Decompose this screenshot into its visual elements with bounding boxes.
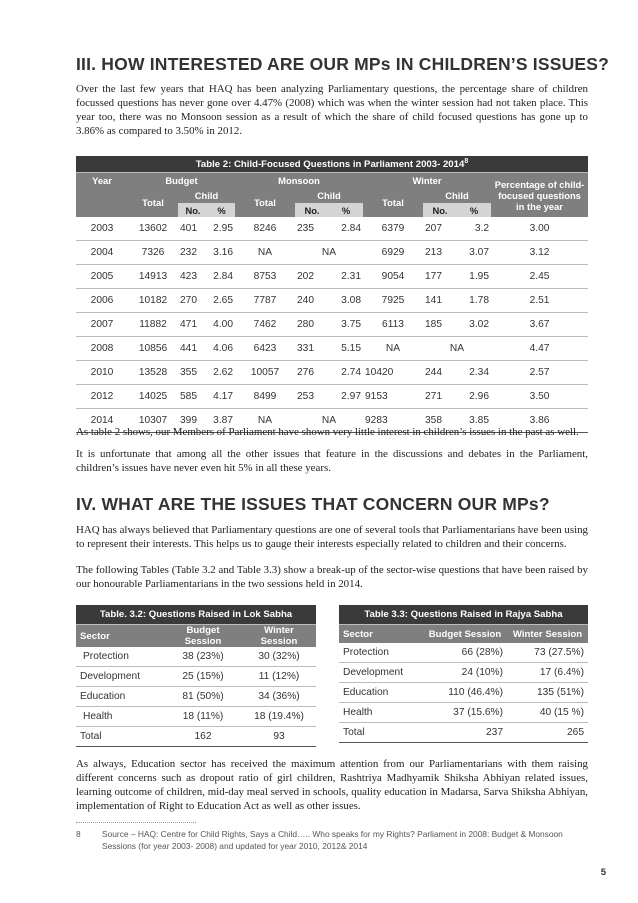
cell-budget-pct: 3.87 <box>208 409 235 433</box>
cell-budget: 162 <box>164 727 242 747</box>
header-monsoon-child: Child <box>295 188 363 203</box>
cell-percentage: 3.86 <box>491 409 588 433</box>
cell-sector: Health <box>339 703 423 723</box>
cell-budget-total: 13602 <box>128 217 178 241</box>
table-row <box>339 683 588 703</box>
footnote-divider <box>76 822 196 823</box>
header-budget-pct: % <box>208 203 235 217</box>
cell-budget: 66 (28%) <box>423 643 507 663</box>
cell-sector: Protection <box>76 647 164 667</box>
header-budget-session: Budget Session <box>423 625 507 644</box>
cell-sector: Total <box>339 723 423 743</box>
cell-sector: Education <box>76 687 164 707</box>
header-winter-session: Winter Session <box>242 625 316 648</box>
cell-sector: Development <box>76 667 164 687</box>
table-row <box>76 707 316 727</box>
table-3-2-lok-sabha <box>76 605 316 747</box>
cell-budget-pct: 4.17 <box>208 385 235 409</box>
cell-sector: Total <box>76 727 164 747</box>
cell-winter-pct: 1.95 <box>457 265 491 289</box>
cell-budget-no: 270 <box>178 289 208 313</box>
table-row <box>76 385 588 409</box>
cell-budget-total: 13528 <box>128 361 178 385</box>
cell-winter: 30 (32%) <box>242 647 316 667</box>
cell-budget-pct: 4.00 <box>208 313 235 337</box>
cell-winter-pct: 3.07 <box>457 241 491 265</box>
header-budget-child: Child <box>178 188 235 203</box>
cell-winter-total: 6113 <box>363 313 423 337</box>
cell-sector: Health <box>76 707 164 727</box>
page-number: 5 <box>600 867 606 878</box>
table-row <box>339 723 588 743</box>
cell-sector: Protection <box>339 643 423 663</box>
header-percentage: Percentage of child- focused questions in the year <box>491 173 588 218</box>
cell-winter-no: 141 <box>423 289 457 313</box>
cell-budget-pct: 2.84 <box>208 265 235 289</box>
cell-year: 2003 <box>76 217 128 241</box>
cell-winter: 18 (19.4%) <box>242 707 316 727</box>
cell-monsoon-no: 331 <box>295 337 329 361</box>
cell-year: 2010 <box>76 361 128 385</box>
table-row <box>76 361 588 385</box>
section-3-paragraph: Over the last few years that HAQ has been analyzing Parliamentary questions, the percentage share of children focussed questions has never gone over 4.47% (2008) which was when the winter session had not taken place. This year too, there was no Monsoon session as a result of which the share of child focused questions has gone up to 3.86% as compared to 3.50% in 2012. <box>76 83 588 137</box>
cell-winter: 17 (6.4%) <box>507 663 588 683</box>
header-year: Year <box>76 173 128 189</box>
cell-winter: 34 (36%) <box>242 687 316 707</box>
cell-winter-no: 207 <box>423 217 457 241</box>
cell-winter-child: NA <box>423 337 491 361</box>
cell-monsoon-total: 10057 <box>235 361 295 385</box>
cell-winter-pct: 1.78 <box>457 289 491 313</box>
cell-monsoon-no: 240 <box>295 289 329 313</box>
cell-budget-no: 355 <box>178 361 208 385</box>
cell-winter-total: 6379 <box>363 217 423 241</box>
cell-monsoon-total: NA <box>235 241 295 265</box>
cell-budget-no: 399 <box>178 409 208 433</box>
cell-winter-total: 9153 <box>363 385 423 409</box>
header-winter-child: Child <box>423 188 491 203</box>
cell-year: 2004 <box>76 241 128 265</box>
cell-year: 2006 <box>76 289 128 313</box>
cell-budget-no: 423 <box>178 265 208 289</box>
cell-winter-total: 10420 <box>363 361 423 385</box>
cell-sector: Education <box>339 683 423 703</box>
cell-winter-pct: 2.34 <box>457 361 491 385</box>
cell-monsoon-no: 235 <box>295 217 329 241</box>
footnote-text: Source – HAQ: Centre for Child Rights, Says a Child….. Who speaks for my Rights? Parliament in 2008: Budget & Monsoon Sessions (for year 2003- 2008) and updated for year 2010, 2012& 2014 <box>102 829 563 851</box>
cell-winter-no: 244 <box>423 361 457 385</box>
cell-winter: 265 <box>507 723 588 743</box>
header-sector: Sector <box>76 625 164 648</box>
table-2-child-focused-questions <box>76 156 588 433</box>
header-winter: Winter <box>363 173 491 189</box>
cell-percentage: 3.00 <box>491 217 588 241</box>
table-row <box>76 217 588 241</box>
cell-budget-no: 401 <box>178 217 208 241</box>
cell-budget-total: 11882 <box>128 313 178 337</box>
table-2-caption: Table 2: Child-Focused Questions in Parliament 2003- 2014$^8$ <box>76 156 588 173</box>
cell-monsoon-child: NA <box>295 241 363 265</box>
cell-monsoon-total: 8753 <box>235 265 295 289</box>
cell-winter: 93 <box>242 727 316 747</box>
cell-budget: 24 (10%) <box>423 663 507 683</box>
cell-winter-total: NA <box>363 337 423 361</box>
table-row <box>76 313 588 337</box>
header-monsoon-pct: % <box>329 203 363 217</box>
cell-monsoon-child: NA <box>295 409 363 433</box>
header-monsoon: Monsoon <box>235 173 363 189</box>
cell-budget-total: 10856 <box>128 337 178 361</box>
cell-budget: 81 (50%) <box>164 687 242 707</box>
cell-winter-no: 213 <box>423 241 457 265</box>
cell-budget: 37 (15.6%) <box>423 703 507 723</box>
header-winter-no: No. <box>423 203 457 217</box>
cell-monsoon-no: 202 <box>295 265 329 289</box>
cell-winter-no: 177 <box>423 265 457 289</box>
cell-budget-pct: 4.06 <box>208 337 235 361</box>
cell-winter-no: 358 <box>423 409 457 433</box>
cell-percentage: 2.45 <box>491 265 588 289</box>
header-winter-pct: % <box>457 203 491 217</box>
header-budget-total: Total <box>128 188 178 217</box>
cell-budget: 18 (11%) <box>164 707 242 727</box>
cell-monsoon-total: 6423 <box>235 337 295 361</box>
cell-percentage: 3.50 <box>491 385 588 409</box>
cell-winter-pct: 3.85 <box>457 409 491 433</box>
cell-winter: 11 (12%) <box>242 667 316 687</box>
header-sector: Sector <box>339 625 423 644</box>
cell-winter-total: 7925 <box>363 289 423 313</box>
cell-budget: 237 <box>423 723 507 743</box>
table-3-3-rajya-sabha <box>339 605 588 743</box>
cell-winter-no: 271 <box>423 385 457 409</box>
cell-winter: 135 (51%) <box>507 683 588 703</box>
table-row <box>76 265 588 289</box>
header-winter-total: Total <box>363 188 423 217</box>
cell-budget-pct: 3.16 <box>208 241 235 265</box>
cell-percentage: 3.67 <box>491 313 588 337</box>
section-4-heading: IV. WHAT ARE THE ISSUES THAT CONCERN OUR MPs? <box>76 494 550 514</box>
cell-percentage: 3.12 <box>491 241 588 265</box>
footnote-number: 8 <box>76 829 81 839</box>
header-budget-session: Budget Session <box>164 625 242 648</box>
cell-winter: 40 (15 %) <box>507 703 588 723</box>
cell-monsoon-total: 7787 <box>235 289 295 313</box>
cell-budget-total: 10182 <box>128 289 178 313</box>
cell-monsoon-total: NA <box>235 409 295 433</box>
table-row <box>76 289 588 313</box>
cell-budget-no: 232 <box>178 241 208 265</box>
cell-year: 2012 <box>76 385 128 409</box>
cell-monsoon-total: 8246 <box>235 217 295 241</box>
table-row <box>76 667 316 687</box>
table-2-commentary-2: It is unfortunate that among all the other issues that feature in the discussions and debates in the Parliament, children’s issues have never even hit 5% in all these years. <box>76 448 588 474</box>
cell-monsoon-pct: 5.15 <box>329 337 363 361</box>
cell-year: 2008 <box>76 337 128 361</box>
cell-budget-total: 7326 <box>128 241 178 265</box>
cell-winter-pct: 3.02 <box>457 313 491 337</box>
cell-monsoon-pct: 2.97 <box>329 385 363 409</box>
table-row <box>76 727 316 747</box>
closing-paragraph: As always, Education sector has received the maximum attention from our Parliamentarians with them raising different concerns such as dropout ratio of girl children, Rashtriya Madhyamik Shiksha Abhiyan related issues, learning outcome of children, mid-day meal served in schools, quality education in Madarsa, Sarva Shiksha Abhiyan, implementation of Right to Education Act as well as other issues. <box>76 758 588 812</box>
table-row <box>339 703 588 723</box>
cell-monsoon-no: 280 <box>295 313 329 337</box>
cell-budget-total: 14025 <box>128 385 178 409</box>
cell-budget-pct: 2.65 <box>208 289 235 313</box>
cell-budget-pct: 2.62 <box>208 361 235 385</box>
cell-budget-total: 10307 <box>128 409 178 433</box>
header-monsoon-total: Total <box>235 188 295 217</box>
cell-monsoon-pct: 3.08 <box>329 289 363 313</box>
cell-monsoon-no: 253 <box>295 385 329 409</box>
header-budget-no: No. <box>178 203 208 217</box>
cell-monsoon-pct: 2.84 <box>329 217 363 241</box>
cell-budget-no: 471 <box>178 313 208 337</box>
cell-monsoon-pct: 3.75 <box>329 313 363 337</box>
cell-budget-pct: 2.95 <box>208 217 235 241</box>
cell-budget-no: 441 <box>178 337 208 361</box>
cell-winter-pct: 2.96 <box>457 385 491 409</box>
cell-percentage: 4.47 <box>491 337 588 361</box>
table-row <box>339 663 588 683</box>
table-3-2-caption: Table. 3.2: Questions Raised in Lok Sabha <box>76 605 316 625</box>
cell-monsoon-total: 7462 <box>235 313 295 337</box>
table-3-3-caption: Table 3.3: Questions Raised in Rajya Sabha <box>339 605 588 625</box>
cell-monsoon-total: 8499 <box>235 385 295 409</box>
cell-monsoon-no: 276 <box>295 361 329 385</box>
cell-winter-total: 6929 <box>363 241 423 265</box>
cell-budget: 38 (23%) <box>164 647 242 667</box>
cell-winter-total: 9283 <box>363 409 423 433</box>
header-budget: Budget <box>128 173 235 189</box>
cell-percentage: 2.57 <box>491 361 588 385</box>
section-4-paragraph-2: The following Tables (Table 3.2 and Table 3.3) show a break-up of the sector-wise questions that have been raised by our honourable Parliamentarians in the two sessions held in 2014. <box>76 564 588 590</box>
cell-winter: 73 (27.5%) <box>507 643 588 663</box>
table-row <box>76 647 316 667</box>
cell-monsoon-pct: 2.74 <box>329 361 363 385</box>
cell-winter-no: 185 <box>423 313 457 337</box>
section-3-heading: III. HOW INTERESTED ARE OUR MPs IN CHILDREN’S ISSUES? <box>76 54 610 74</box>
table-row <box>76 337 588 361</box>
cell-percentage: 2.51 <box>491 289 588 313</box>
cell-budget-no: 585 <box>178 385 208 409</box>
table-2-commentary-1: As table 2 shows, our Members of Parliament have shown very little interest in children’s issues in the past as well. <box>76 426 579 438</box>
table-row <box>76 241 588 265</box>
cell-winter-total: 9054 <box>363 265 423 289</box>
cell-year: 2014 <box>76 409 128 433</box>
cell-year: 2005 <box>76 265 128 289</box>
cell-monsoon-pct: 2.31 <box>329 265 363 289</box>
header-monsoon-no: No. <box>295 203 329 217</box>
cell-year: 2007 <box>76 313 128 337</box>
cell-budget-total: 14913 <box>128 265 178 289</box>
cell-budget: 25 (15%) <box>164 667 242 687</box>
cell-budget: 110 (46.4%) <box>423 683 507 703</box>
section-4-paragraph-1: HAQ has always believed that Parliamentary questions are one of several tools that Parliamentarians have been using to represent their interests. This helps us to gauge their interests especially related to children and their concerns. <box>76 524 588 550</box>
table-row <box>76 687 316 707</box>
cell-winter-pct: 3.2 <box>457 217 491 241</box>
header-winter-session: Winter Session <box>507 625 588 644</box>
cell-sector: Development <box>339 663 423 683</box>
table-row <box>339 643 588 663</box>
